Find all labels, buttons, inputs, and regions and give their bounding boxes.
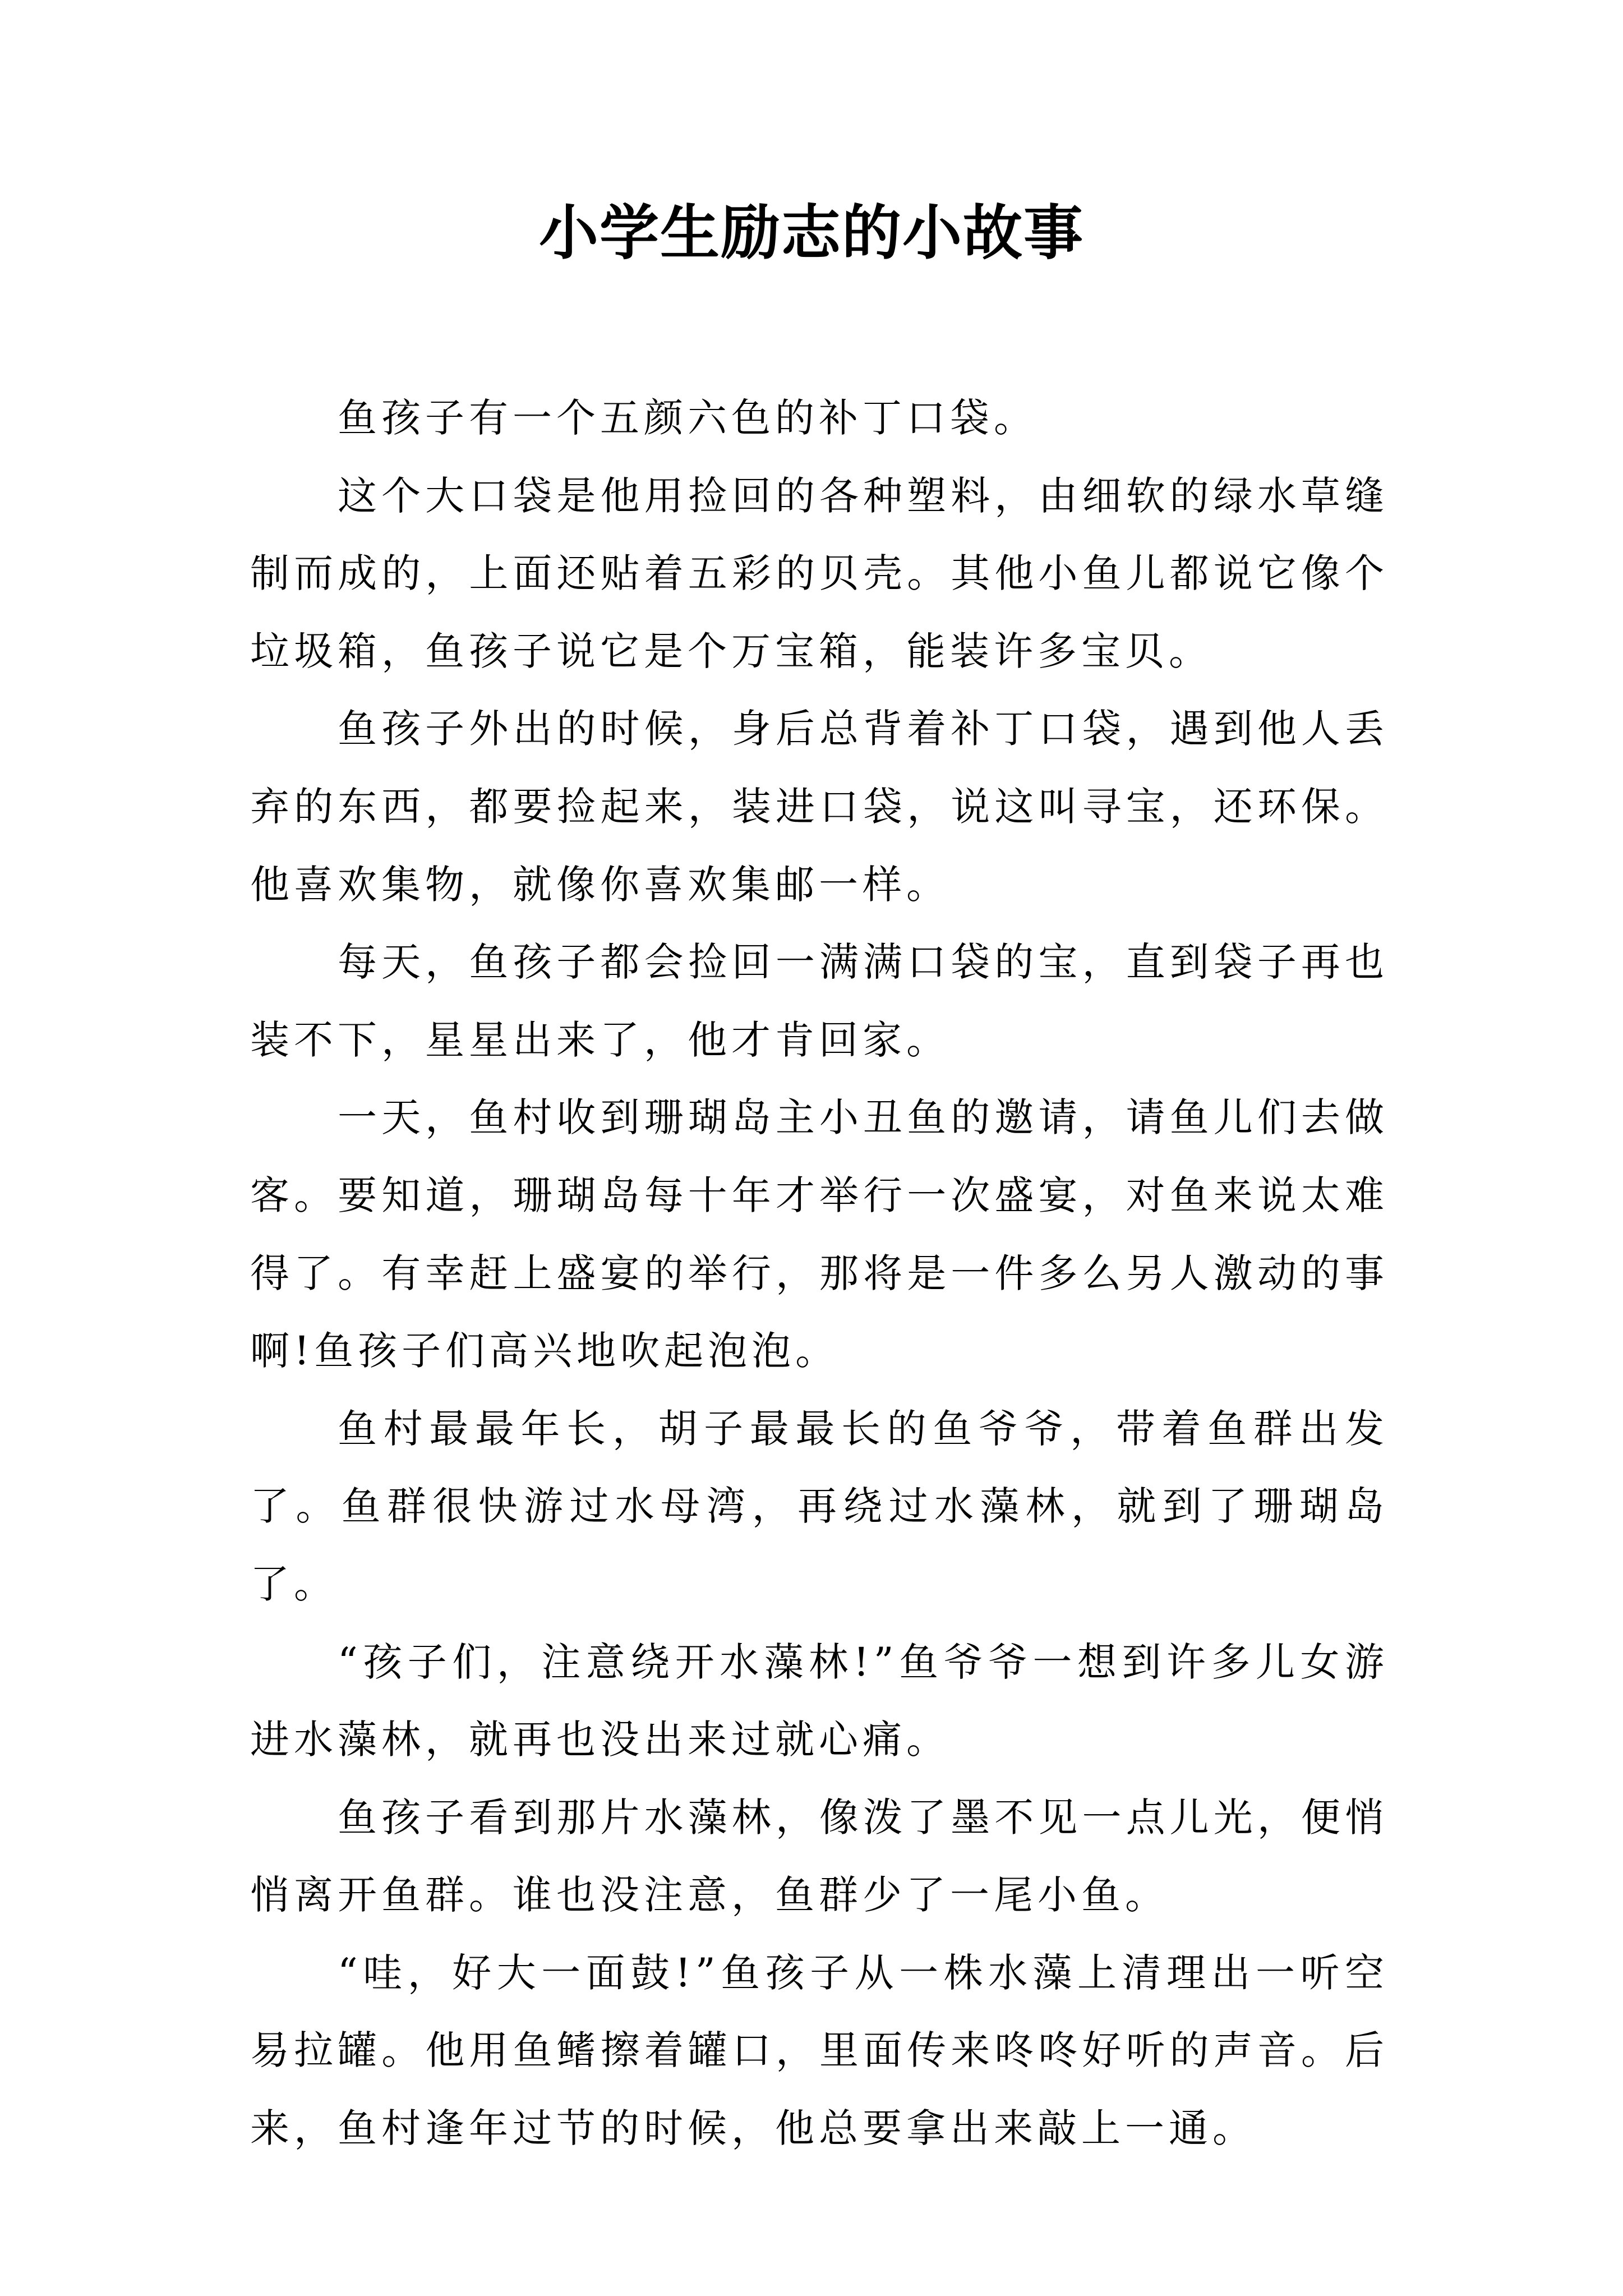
paragraph-3: 鱼孩子外出的时候，身后总背着补丁口袋，遇到他人丢弃的东西，都要捡起来，装进口袋，说这叫寻宝，还环保。他喜欢集物，就像你喜欢集邮一样。 xyxy=(250,706,1389,908)
paragraph-8: 鱼孩子看到那片水藻林，像泼了墨不见一点儿光，便悄悄离开鱼群。谁也没注意，鱼群少了一尾小鱼。 xyxy=(250,1794,1389,1918)
paragraph-5: 一天，鱼村收到珊瑚岛主小丑鱼的邀请，请鱼儿们去做客。要知道，珊瑚岛每十年才举行一次盛宴，对鱼来说太难得了。有幸赶上盛宴的举行，那将是一件多么另人激动的事啊!鱼孩子们高兴地吹起泡泡。 xyxy=(250,1094,1389,1374)
paragraph-1: 鱼孩子有一个五颜六色的补丁口袋。 xyxy=(338,395,1038,441)
document-body xyxy=(250,379,1389,2168)
paragraph-2: 这个大口袋是他用捡回的各种塑料，由细软的绿水草缝制而成的，上面还贴着五彩的贝壳。其他小鱼儿都说它像个垃圾箱，鱼孩子说它是个万宝箱，能装许多宝贝。 xyxy=(250,472,1389,674)
document-title: 小学生励志的小故事 xyxy=(539,197,1084,268)
paragraph-4: 每天，鱼孩子都会捡回一满满口袋的宝，直到袋子再也装不下，星星出来了，他才肯回家。 xyxy=(250,939,1389,1063)
paragraph-7: “孩子们，注意绕开水藻林!”鱼爷爷一想到许多儿女游进水藻林，就再也没出来过就心痛。 xyxy=(250,1639,1389,1763)
paragraph-6: 鱼村最最年长，胡子最最长的鱼爷爷，带着鱼群出发了。鱼群很快游过水母湾，再绕过水藻林，就到了珊瑚岛了。 xyxy=(250,1405,1389,1607)
paragraph-9: “哇，好大一面鼓!”鱼孩子从一株水藻上清理出一听空易拉罐。他用鱼鳍擦着罐口，里面传来咚咚好听的声音。后来，鱼村逢年过节的时候，他总要拿出来敲上一通。 xyxy=(250,1949,1389,2152)
